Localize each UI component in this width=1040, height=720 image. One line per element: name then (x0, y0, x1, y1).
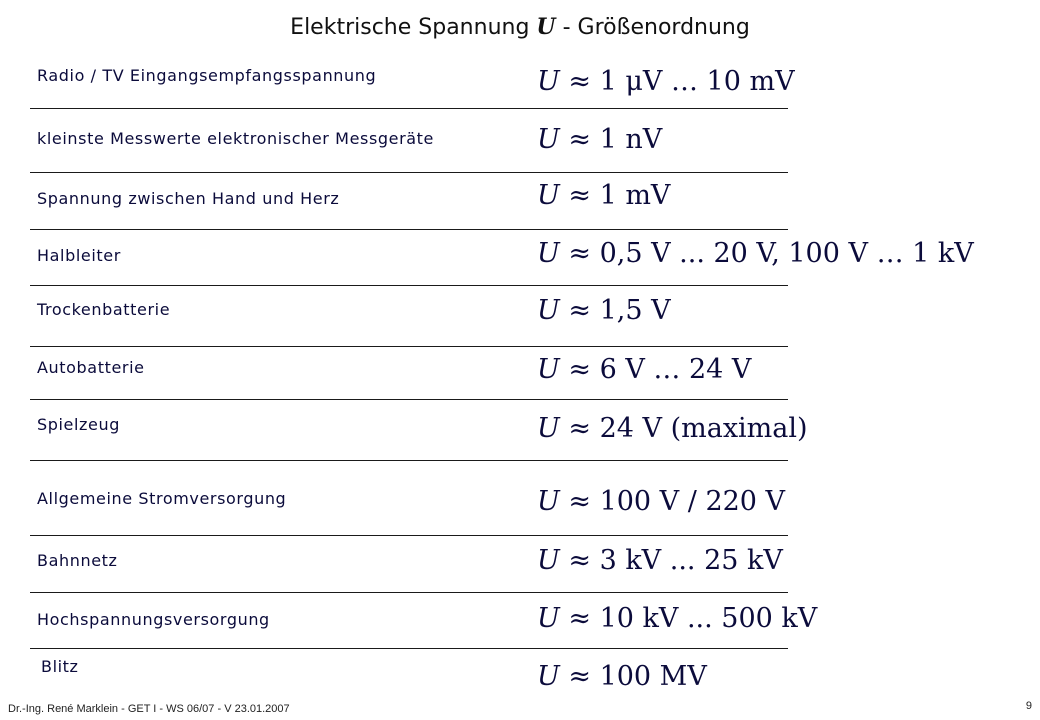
row-divider (30, 346, 788, 347)
row-divider (30, 172, 788, 173)
formula-symbol: U (537, 545, 560, 576)
row-label-blitz: Blitz (41, 657, 79, 676)
page-number: 9 (1025, 700, 1032, 712)
row-divider (30, 399, 788, 400)
row-divider (30, 285, 788, 286)
formula-symbol: U (537, 661, 560, 692)
formula-symbol: U (537, 486, 560, 517)
formula-symbol: U (537, 413, 560, 444)
row-label-radio: Radio / TV Eingangsempfangsspannung (37, 66, 377, 85)
formula-symbol: U (537, 124, 560, 155)
title-symbol: U (536, 14, 556, 40)
formula-symbol: U (537, 66, 560, 97)
formula-symbol: U (537, 603, 560, 634)
row-label-spielzeug: Spielzeug (37, 415, 120, 434)
row-formula-autobatterie (537, 354, 751, 385)
footer-credit: Dr.-Ing. René Marklein - GET I - WS 06/07 - V 23.01.2007 (8, 703, 290, 715)
row-label-hochspannung: Hochspannungsversorgung (37, 610, 270, 629)
row-formula-radio (537, 66, 795, 97)
row-label-bahnnetz: Bahnnetz (37, 551, 118, 570)
row-label-hand-herz: Spannung zwischen Hand und Herz (37, 189, 340, 208)
row-divider (30, 460, 788, 461)
formula-value: ≈ 1 μV … 10 mV (568, 66, 795, 97)
row-formula-halbleiter (537, 238, 974, 269)
row-divider (30, 648, 788, 649)
formula-value: ≈ 24 V (maximal) (568, 413, 808, 444)
row-divider (30, 592, 788, 593)
title-prefix: Elektrische Spannung (290, 15, 530, 40)
formula-value: ≈ 1 nV (568, 124, 663, 155)
formula-symbol: U (537, 295, 560, 326)
formula-value: ≈ 100 V / 220 V (568, 486, 786, 517)
row-formula-hand-herz (537, 180, 670, 211)
row-formula-trockenbatterie (537, 295, 671, 326)
row-label-autobatterie: Autobatterie (37, 358, 145, 377)
title-suffix: - Größenordnung (562, 15, 750, 40)
formula-symbol: U (537, 354, 560, 385)
row-divider (30, 229, 788, 230)
formula-value: ≈ 1 mV (568, 180, 671, 211)
formula-value: ≈ 100 MV (568, 661, 707, 692)
formula-symbol: U (537, 238, 560, 269)
row-formula-messwerte (537, 124, 662, 155)
row-formula-hochspannung (537, 603, 817, 634)
row-formula-blitz (537, 661, 707, 692)
row-formula-stromversorgung (537, 486, 785, 517)
row-divider (30, 535, 788, 536)
formula-value: ≈ 3 kV ... 25 kV (568, 545, 783, 576)
row-label-trockenbatterie: Trockenbatterie (37, 300, 171, 319)
formula-value: ≈ 0,5 V ... 20 V, 100 V … 1 kV (568, 238, 974, 269)
row-formula-spielzeug (537, 413, 808, 444)
row-divider (30, 108, 788, 109)
row-formula-bahnnetz (537, 545, 783, 576)
row-label-stromversorgung: Allgemeine Stromversorgung (37, 489, 287, 508)
row-label-halbleiter: Halbleiter (37, 246, 121, 265)
formula-value: ≈ 6 V … 24 V (568, 354, 752, 385)
formula-value: ≈ 10 kV ... 500 kV (568, 603, 818, 634)
row-label-messwerte: kleinste Messwerte elektronischer Messgeräte (37, 129, 434, 148)
slide-title (0, 14, 1040, 40)
formula-symbol: U (537, 180, 560, 211)
formula-value: ≈ 1,5 V (568, 295, 671, 326)
